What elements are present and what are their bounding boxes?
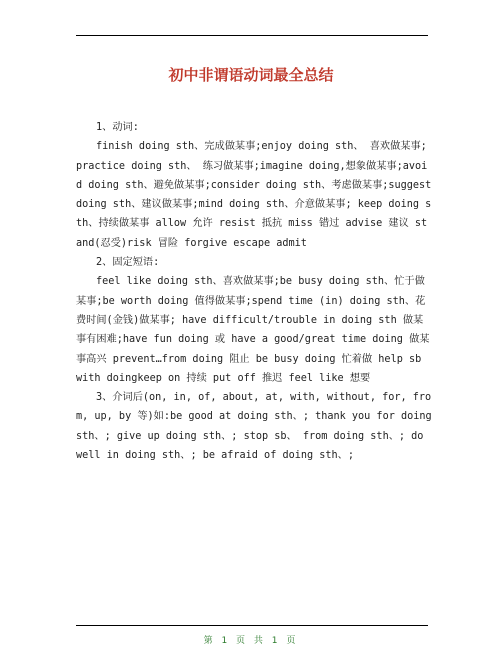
section-1-heading: 1、动词: bbox=[96, 122, 139, 133]
footer-rule bbox=[76, 625, 428, 626]
page-footer: 第 1 页 共 1 页 bbox=[203, 636, 299, 646]
page-title: 初中非谓语动词最全总结 bbox=[168, 66, 334, 84]
section-2-heading: 2、固定短语: bbox=[96, 257, 160, 269]
document-body bbox=[76, 118, 432, 465]
section-1-body: finish doing sth、完成做某事;enjoy doing sth、 喜欢做某事;practice doing sth、 练习做某事;imagine doing,想象做某事;avoid doing sth、避免做某事;consider doing sth、考虑做某事;suggest doing sth、建议做某事;mind doing sth、介意做某事; keep doing sth、持续做某事 allow 允许 resist 抵抗 miss 错过 advise 建议 stand(忍受)risk 冒险 forgive escape admit bbox=[76, 141, 432, 249]
section-2-body: feel like doing sth、喜欢做某事;be busy doing sth、忙于做某事;be worth doing 值得做某事;spend time (in) doing sth、花费时间(金钱)做某事; have difficult/trouble in doing sth 做某事有困难;have fun doing 或 have a good/great time doing 做某事高兴 prevent…from doing 阻止 be busy doing 忙着做 help sb with doingkeep on 持续 put off 推迟 feel like 想要 bbox=[76, 276, 430, 384]
section-3-body: 3、介词后(on, in, of, about, at, with, without, for, from, up, by 等)如:be good at doing sth、; thank you for doing sth、; give up doing sth、; stop sb、 from doing sth、; do well in doing sth、; be afraid of doing sth、; bbox=[76, 392, 432, 462]
header-rule bbox=[76, 35, 428, 36]
